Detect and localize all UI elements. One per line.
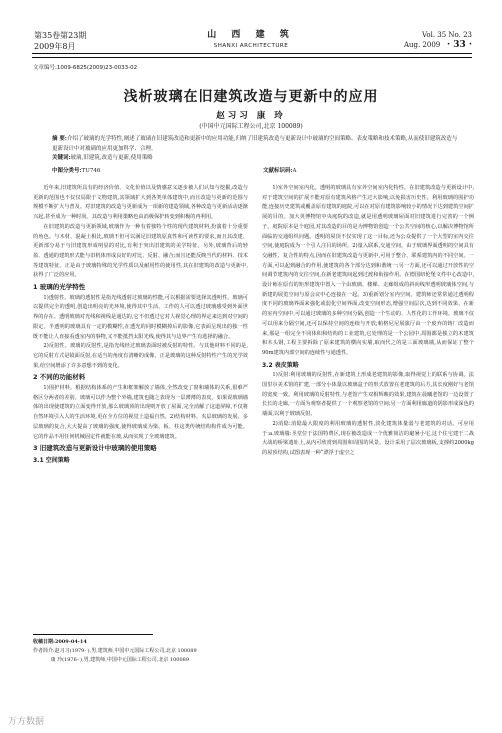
watermark: 万方数据 xyxy=(8,717,45,727)
keywords-label: 关键词: xyxy=(52,155,71,161)
received-date: 收稿日期:2009-04-14 xyxy=(33,639,87,645)
paragraph: 2)消隐:消隐最大限度的利用玻璃的透射性,淡化建筑体量弱与老建筑的对话。可应用于:a.玻璃墙:圣堂位于法国特费区,现在被改造成一个优雅简洁的避暑小宅,这个住宅建于二战大战的桥梁遗址上,从内可欣赏到周围和周围的风景。设计采用了层次玻璃板,支撑约2000kg的屋顶结构,试图表现一种“漂浮于虚空之 xyxy=(262,420,474,456)
section-heading: 3.1 空间策略 xyxy=(33,456,70,464)
body-right-column xyxy=(262,184,474,720)
clc-value: TU746 xyxy=(81,168,101,174)
page-number: · 33 · xyxy=(446,40,472,50)
paragraph: 1)反射:利用玻璃的反射性,在新建筑上形成老建筑的影像,取得视觉上的联系与协调。法国里尔美术馆的扩建,一部分小体量以玻璃盒子的形式放置在老建筑的后方,其长度刚好与老馆的宽度一致。利用玻璃的反射特性,与老馆产生双相辉映的效果,建筑在晨曦老馆的一边设置了长长的走廊,一方面为观察者提供了一个观察老馆的空间;另一方面利用廊道的阴影形成深色的墙面,以利于玻璃反射。 xyxy=(262,372,474,418)
abstract-block xyxy=(52,135,462,154)
header-journal-cn: 山 西 建 筑 xyxy=(207,30,295,40)
header-issue-en xyxy=(404,30,472,50)
keywords-block xyxy=(52,154,462,164)
paper-title: 浅析玻璃在旧建筑改造与更新中的应用 xyxy=(123,89,379,105)
header-volume-cn: 第35卷第23期 xyxy=(34,31,87,40)
article-id: 文章编号:1009-6825(2009)23-0033-02 xyxy=(33,65,138,71)
paragraph: 2)反射性。玻璃的反射性,是指光线经过玻璃表面时被反射的特性。与其他材料不同的是,它的反射方式是镜面反射,在适当的角度有清晰的成像。正是玻璃的这种反射特性产生的光学效果,给空间增添了许多意想不到的变化。 xyxy=(33,343,248,369)
clc-label: 中图分类号: xyxy=(52,168,82,174)
header-volume-en: Vol. 35 No. 23 xyxy=(421,31,472,39)
abstract-text: 介绍了玻璃的光学特性,阐述了玻璃在旧建筑改造和更新中的应用功能,归纳了旧建筑改造与更新设计中玻璃的空间策略、表皮策略和技术策略,从而使旧建筑改造与更新设计中对玻璃的应用更加科学、合理。 xyxy=(52,136,458,152)
paragraph: 在旧建筑的改造与更新领域,玻璃作为一种有着独特个性的现代建筑材料,扮演着十分重要的角色。与木材、混凝土相比,玻璃不但可以满足旧建筑原真性和可读性的要求,而且其改建、更新部分易于与旧建筑形成明显的对比,有利于突出旧建筑的美学特征。另外,玻璃背后的轻盈、透通的建筑形式能与旧机体形成良好的对比、反射、融合;而且还能反映当代的材料、技术等建筑特征。正是由于玻璃特殊的光学性质以及耐用性的使用性,其在旧建筑的改造与更新中,获得了广泛的应用。 xyxy=(33,223,248,279)
header-journal-en: SHANXI ARCHITECTURE xyxy=(213,43,289,49)
footnote xyxy=(33,638,273,665)
doc-code-label: 文献标识码: xyxy=(263,168,293,174)
paragraph: 近年来,旧建筑所具有的经济价值、文化价值以及情感意义逐步被人们认知与挖掘,改造与更新的范围也不仅仅局限于文物建筑,其领域扩大到各类单体建筑中,而且改造与更新的范围与规模不断扩大与普及。对旧建筑的改造与更新成为一项新的建造领域,各种改造与更新活动逐渐兴起,甚至成为一种时尚。其改造与利用策略也由消极保护转变到积极的再利用。 xyxy=(33,185,248,221)
paragraph: 1)透射性。玻璃的透射性是指光线透射过玻璃的性能,可以根据需要选择其透明性。玻璃可以提供完全的透明,创造出明亮的光环境,使得其中生活、工作的人可以透过玻璃感受到外面世界的存在。透明玻璃对光线和视线是通达的,它不但透过它对人视觉心理的界定来达到对空间的限定。半透明的玻璃具有一定的模糊性,在透光的同时模糊掉后的影像,它表面呈现出的独一性既不能让人直接看透室内的事物,又不能抵挡太阳光线,使得其与边界产生有选择的融合。 xyxy=(33,294,248,340)
section-heading: 3.2 表皮策略 xyxy=(262,361,299,369)
section-heading: 1 玻璃的光学特性 xyxy=(33,283,86,292)
doc-code-value: A xyxy=(292,168,297,174)
clc-number xyxy=(52,166,100,174)
author-bio-1: 作者简介:赵习习(1979- ),男,建筑师,中国中元国际工程公司,北京 100089 xyxy=(33,648,197,654)
authors: 赵习习 康 玲 xyxy=(216,111,286,121)
header-rule-thin xyxy=(32,57,472,58)
section-heading: 3 旧建筑改造与更新设计中玻璃的使用策略 xyxy=(33,444,157,453)
header-date-cn: 2009年8月 xyxy=(34,42,76,51)
body-left-column xyxy=(33,184,248,614)
section-heading: 2 不同的功能材料 xyxy=(33,373,86,382)
header-rule-thick xyxy=(32,53,472,54)
doc-code xyxy=(263,166,297,174)
header-date-en: Aug. 2009 xyxy=(403,41,441,49)
author-bio-2: 康 玲(1976- ),男,建筑师,中国中元国际工程公司,北京 100089 xyxy=(50,657,190,663)
abstract-label: 摘 要: xyxy=(52,136,67,142)
footnote-rule xyxy=(33,634,153,635)
keywords-text: 玻璃,旧建筑,改造与更新,使用策略 xyxy=(70,155,153,161)
affiliation: (中国中元国际工程公司,北京 100089) xyxy=(199,123,303,130)
paragraph: 1)围护材料。根据结构体系的产生和框架解放了墙体,全然改变了窗和墙体的关系,很难严格区分两者的差别。玻璃可以作为整个外墙,建筑也随之表现为一层薄薄的表皮。如果说玻璃墙体的出现使建筑的立面变得开放,那么玻璃顶的出现则开放了屋面,完全消解了这道屏障,不仅将自然环境引入人的生活环境,更在全方位的视觉上造福自然。2)结构材料。夹层玻璃的发展、多层玻璃的复合,大大提高了玻璃的强度,使得玻璃成为梁、板、柱这类传统结构构件成为可能。它的作品不用任何机械固定件就能在玻,从而实现了全玻璃建筑。 xyxy=(33,385,248,440)
abstract xyxy=(52,135,462,164)
paragraph: 1)室外空间室内化。透明的玻璃具有室外空间室内化特性。在旧建筑改造与更新设计中,对于建筑空间的扩展不能对原有建筑风格产生过大影响,以免损害历史性。利用玻璃的围护功能,连接历史建筑或覆盖原有建筑的庭院,可以在对原有建筑影响较小的情况下达到建筑空间扩展的目的。加大英博物馆中央庭院的改造,就是用透明玻璃屋面对旧建筑进行完善的一个例子。庭院原本是个庭园,对其改造的目的是为博物馆创造一个公共空间的核心,以解决博物馆所面临的交通组织问题。透明的屋顶不仅实现了这一目标,还为公众提供了一个大型的室内交往空间,使庭院成为一个引人注目的场所。2)量入联系,交通空间。由于玻璃界面透明的空间具有交融性、复合性的特点,因而在旧建筑改造与更新中,可用于整合、联系建筑内的不同空间。一方面,可以起到融合的作用,使建筑的各个部分达到和谐统一;另一方面,还可以通过开放性的空间调节建筑内的交往空间,在新老建筑间起到过渡和衔接作用。在德国纽伦堡文件中心改造中,设计师在原有的矩形建筑中置入一个由玻璃、楼梯、走廊组成的斜向线形透明玻璃体空间,与新建的展览空间与原会议中心连接在一起。3)重新划分室内空间。建筑师还常常通过透明程度不同的玻璃界面来强化或弱化空间界面,改变空间形态,增强空间层次,达到不同效果。在新的室内空间中,可以通过玻璃的多种空间分隔,创造一个生动的、人性化的工作环境。玻璃不仅可以用来分隔空间,还可以保持空间的连续与开放;帕格尼尼展演厅由一个废弃的铸厂改造而来,那是一组完全不同体积和结构的工业建筑,它处理的是一个公园中,周围都是独立的木建筑和木头钢,工程主要拆除了原来建筑的横向实墙,取而代之的是三面玻璃墙,从而保证了整个90m建筑内部空间的连续性与通透性。 xyxy=(262,185,474,356)
